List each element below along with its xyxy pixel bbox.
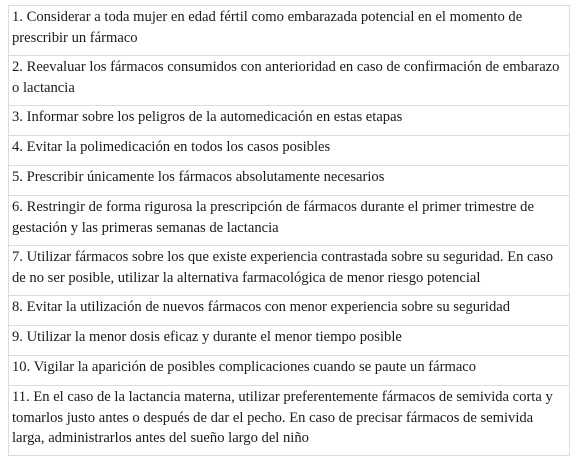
recommendation-cell: 7. Utilizar fármacos sobre los que existe experiencia contrastada sobre su seguridad. En caso de no ser posible, utilizar la alternativa farmacológica de menor riesgo potencial (9, 246, 570, 296)
table-row (9, 166, 570, 196)
recommendation-cell: 11. En el caso de la lactancia materna, utilizar preferentemente fármacos de semivida corta y tomarlos justo antes o después de dar el pecho. En caso de precisar fármacos de semivida larga, administrarlos antes del sueño largo del niño (9, 386, 570, 456)
table-row (9, 6, 570, 56)
recommendation-cell: 9. Utilizar la menor dosis eficaz y durante el menor tiempo posible (9, 326, 570, 356)
recommendation-cell: 10. Vigilar la aparición de posibles complicaciones cuando se paute un fármaco (9, 356, 570, 386)
recommendation-cell: 4. Evitar la polimedicación en todos los casos posibles (9, 136, 570, 166)
table-row (9, 386, 570, 456)
table-row (9, 56, 570, 106)
table-row (9, 356, 570, 386)
recommendation-cell: 8. Evitar la utilización de nuevos fármacos con menor experiencia sobre su seguridad (9, 296, 570, 326)
table-row (9, 296, 570, 326)
table-row (9, 246, 570, 296)
recommendation-cell: 1. Considerar a toda mujer en edad fértil como embarazada potencial en el momento de prescribir un fármaco (9, 6, 570, 56)
recommendation-cell: 2. Reevaluar los fármacos consumidos con anterioridad en caso de confirmación de embarazo o lactancia (9, 56, 570, 106)
recommendations-table-body (9, 6, 570, 456)
recommendation-cell: 6. Restringir de forma rigurosa la prescripción de fármacos durante el primer trimestre de gestación y las primeras semanas de lactancia (9, 196, 570, 246)
table-row (9, 136, 570, 166)
table-row (9, 106, 570, 136)
recommendation-cell: 3. Informar sobre los peligros de la automedicación en estas etapas (9, 106, 570, 136)
recommendation-cell: 5. Prescribir únicamente los fármacos absolutamente necesarios (9, 166, 570, 196)
table-row (9, 196, 570, 246)
recommendations-table (8, 5, 570, 456)
table-row (9, 326, 570, 356)
